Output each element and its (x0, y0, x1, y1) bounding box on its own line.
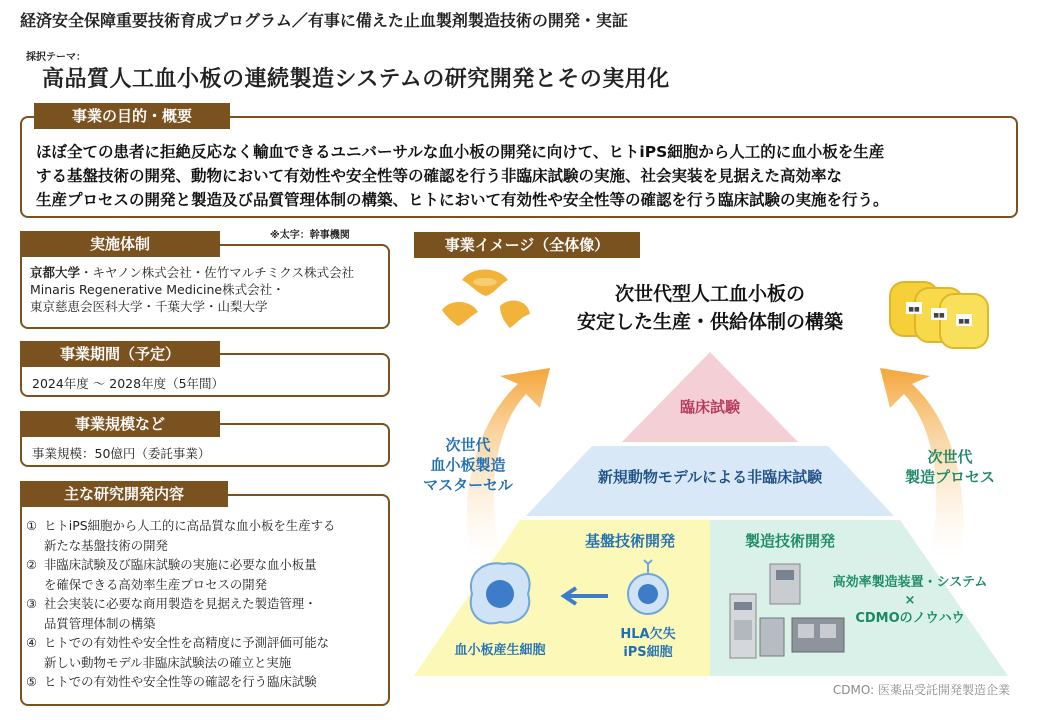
platelet-icon (442, 270, 530, 329)
right-arrow-label: 次世代 (927, 448, 973, 466)
list-item: ③ 社会実装に必要な商用製造を見据えた製造管理・ 品質管理体制の構築 (26, 596, 317, 631)
organization-text (30, 264, 385, 315)
theme-label: 採択テーマ： (26, 52, 86, 63)
org-line-3: 東京慈恵会医科大学・千葉大学・山梨大学 (30, 299, 268, 314)
main-title: 高品質人工血小板の連続製造システムの研究開発とその実用化 (42, 67, 670, 92)
org-line-2: Minaris Regenerative Medicine株式会社・ (30, 282, 285, 297)
left-arrow-label: マスターセル (423, 476, 513, 494)
cell-left-label: 血小板産生細胞 (454, 643, 546, 658)
goal-line-2: 安定した生産・供給体制の構築 (576, 311, 844, 333)
left-arrow-label: 次世代 (445, 436, 491, 454)
goal-line-1: 次世代型人工血小板の (614, 283, 806, 305)
blood-bag-icon (890, 282, 988, 348)
bold-note: ※太字：幹事機関 (270, 230, 350, 241)
cell-right-label-1: HLA欠失 (620, 627, 676, 642)
bag-label: ■■ (908, 306, 920, 313)
image-heading: 事業イメージ（全体像） (414, 232, 640, 258)
list-item: ⑤ ヒトでの有効性や安全性等の確認を行う臨床試験 (26, 674, 317, 689)
rd-list (26, 516, 386, 692)
bag-label: ■■ (958, 318, 970, 325)
list-item: ② 非臨床試験及び臨床試験の実施に必要な血小板量 を確保できる高効率生産プロセスの開発 (26, 557, 317, 592)
lead-institution: 京都大学 (30, 265, 81, 280)
purpose-heading: 事業の目的・概要 (34, 103, 230, 129)
cdmo-caption: CDMO: 医薬品受託開発製造企業 (832, 683, 1010, 697)
purpose-line: 生産プロセスの開発と製造及び品質管理体制の構築、ヒトにおいて有効性や安全性等の確認を行う臨床試験の実施を行う。 (36, 191, 889, 209)
org-line-1: ・キヤノン株式会社・佐竹マルチミクス株式会社 (80, 265, 355, 280)
tier-mid-label: 新規動物モデルによる非臨床試験 (597, 468, 823, 486)
bag-label: ■■ (933, 312, 945, 319)
tier-top-label: 臨床試験 (679, 398, 741, 416)
period-text: 2024年度 ～ 2028年度（5年間） (32, 376, 225, 391)
purpose-text (36, 140, 1011, 212)
tier-left-label: 基盤技術開発 (584, 532, 676, 550)
platelet-producing-cell-icon (471, 563, 530, 623)
rd-heading: 主な研究開発内容 (20, 481, 228, 507)
period-heading: 事業期間（予定） (20, 341, 220, 367)
purpose-line: ほぼ全ての患者に拒絶反応なく輸血できるユニバーサルな血小板の開発に向けて、ヒトiPS細胞から人工的に血小板を生産 (36, 143, 885, 161)
mfg-line-1: 高効率製造装置・システム (832, 575, 988, 590)
right-arrow-label: 製造プロセス (904, 468, 996, 486)
organization-heading: 実施体制 (20, 231, 220, 257)
left-arrow-label: 血小板製造 (430, 456, 506, 474)
mfg-line-2: × (904, 593, 916, 608)
tier-right-label: 製造技術開発 (744, 532, 836, 550)
purpose-line: する基盤技術の開発、動物において有効性や安全性等の確認を行う非臨床試験の実施、社会実装を見据えた高効率な (36, 167, 843, 185)
scale-text: 事業規模：50億円（委託事業） (32, 446, 211, 461)
program-title: 経済安全保障重要技術育成プログラム／有事に備えた止血製剤製造技術の開発・実証 (20, 11, 628, 30)
list-item: ① ヒトiPS細胞から人工的に高品質な血小板を生産する 新たな基盤技術の開発 (26, 518, 336, 553)
mfg-line-3: CDMOのノウハウ (855, 611, 965, 626)
project-diagram (400, 258, 1030, 710)
list-item: ④ ヒトでの有効性や安全性を高精度に予測評価可能な 新しい動物モデル非臨床試験法の確立と実施 (26, 635, 329, 670)
cell-right-label-2: iPS細胞 (623, 645, 673, 660)
tier-clinical (622, 352, 798, 442)
scale-heading: 事業規模など (20, 411, 220, 437)
